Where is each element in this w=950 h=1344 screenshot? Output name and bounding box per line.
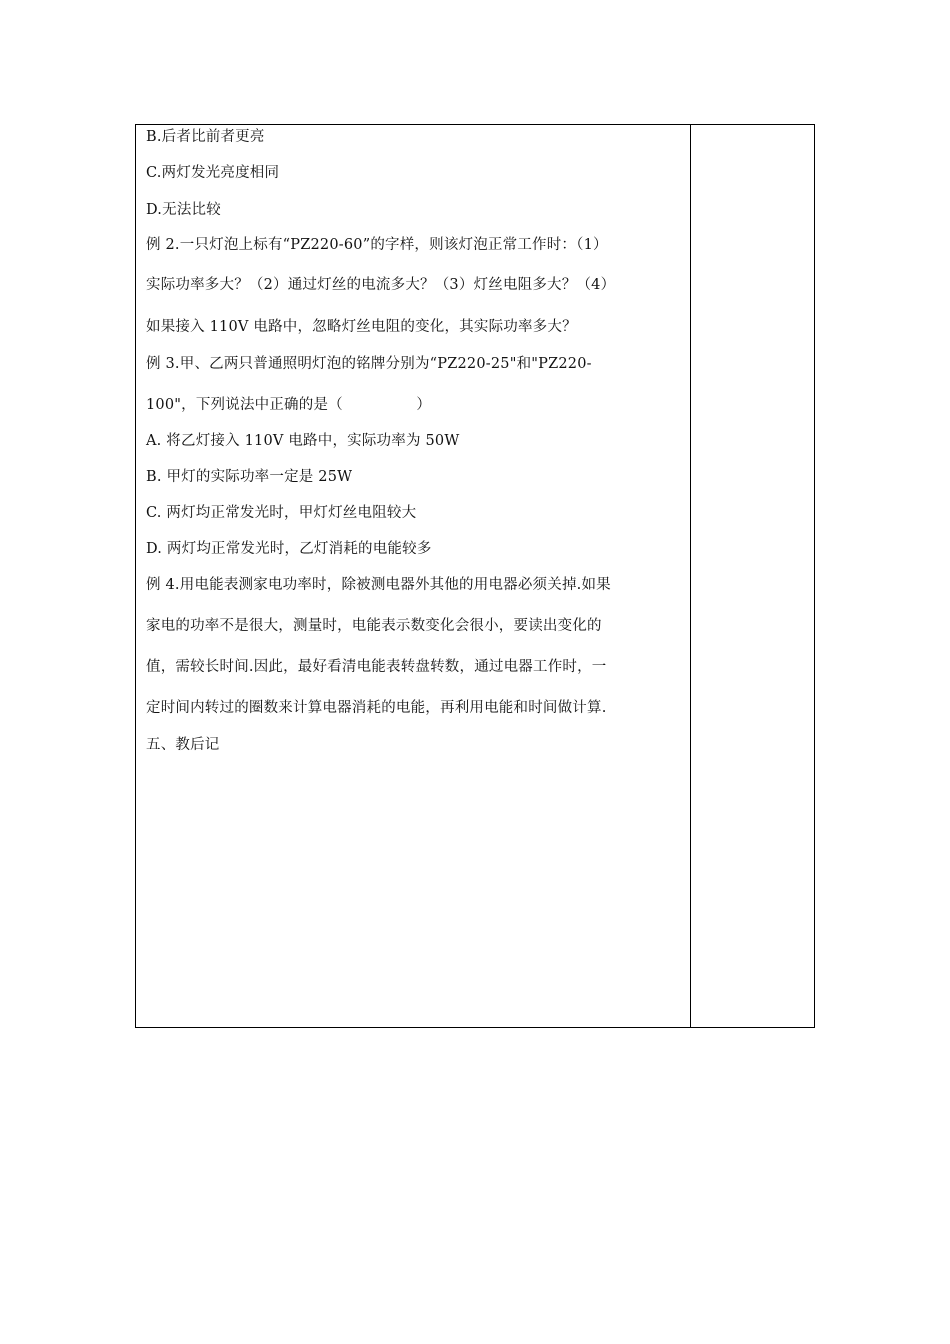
example-3-line-1: 例 3.甲、乙两只普通照明灯泡的铭牌分别为“PZ220-25"和"PZ220- bbox=[146, 356, 592, 372]
example-2-line-1: 例 2.一只灯泡上标有“PZ220-60”的字样，则该灯泡正常工作时：（1） bbox=[146, 237, 608, 253]
notes-cell bbox=[691, 125, 815, 1027]
example-3-option-d: D. 两灯均正常发光时，乙灯消耗的电能较多 bbox=[146, 541, 432, 557]
example-3-line-2: 100"，下列说法中正确的是（ ） bbox=[146, 397, 432, 413]
example-4-line-1: 例 4.用电能表测家电功率时，除被测电器外其他的用电器必须关掉.如果 bbox=[146, 577, 611, 593]
example-2-line-2: 实际功率多大？（2）通过灯丝的电流多大？（3）灯丝电阻多大？（4） bbox=[146, 277, 616, 293]
section-heading: 五、教后记 bbox=[146, 737, 220, 753]
example-2-line-3: 如果接入 110V 电路中，忽略灯丝电阻的变化，其实际功率多大？ bbox=[146, 319, 577, 335]
example-4-line-2: 家电的功率不是很大，测量时，电能表示数变化会很小，要读出变化的 bbox=[146, 618, 602, 634]
example-4-line-3: 值，需较长时间.因此，最好看清电能表转盘转数，通过电器工作时，一 bbox=[146, 659, 607, 675]
example-3-option-c: C. 两灯均正常发光时，甲灯灯丝电阻较大 bbox=[146, 505, 417, 521]
example-3-option-a: A. 将乙灯接入 110V 电路中，实际功率为 50W bbox=[146, 433, 460, 449]
example-4-line-4: 定时间内转过的圈数来计算电器消耗的电能，再利用电能和时间做计算. bbox=[146, 700, 607, 716]
lesson-table bbox=[135, 124, 815, 1028]
example-3-option-b: B. 甲灯的实际功率一定是 25W bbox=[146, 469, 353, 485]
option-c-line: C.两灯发光亮度相同 bbox=[146, 165, 280, 181]
option-d-line: D.无法比较 bbox=[146, 202, 221, 218]
option-b-line: B.后者比前者更亮 bbox=[146, 129, 265, 145]
content-cell bbox=[136, 125, 690, 1027]
